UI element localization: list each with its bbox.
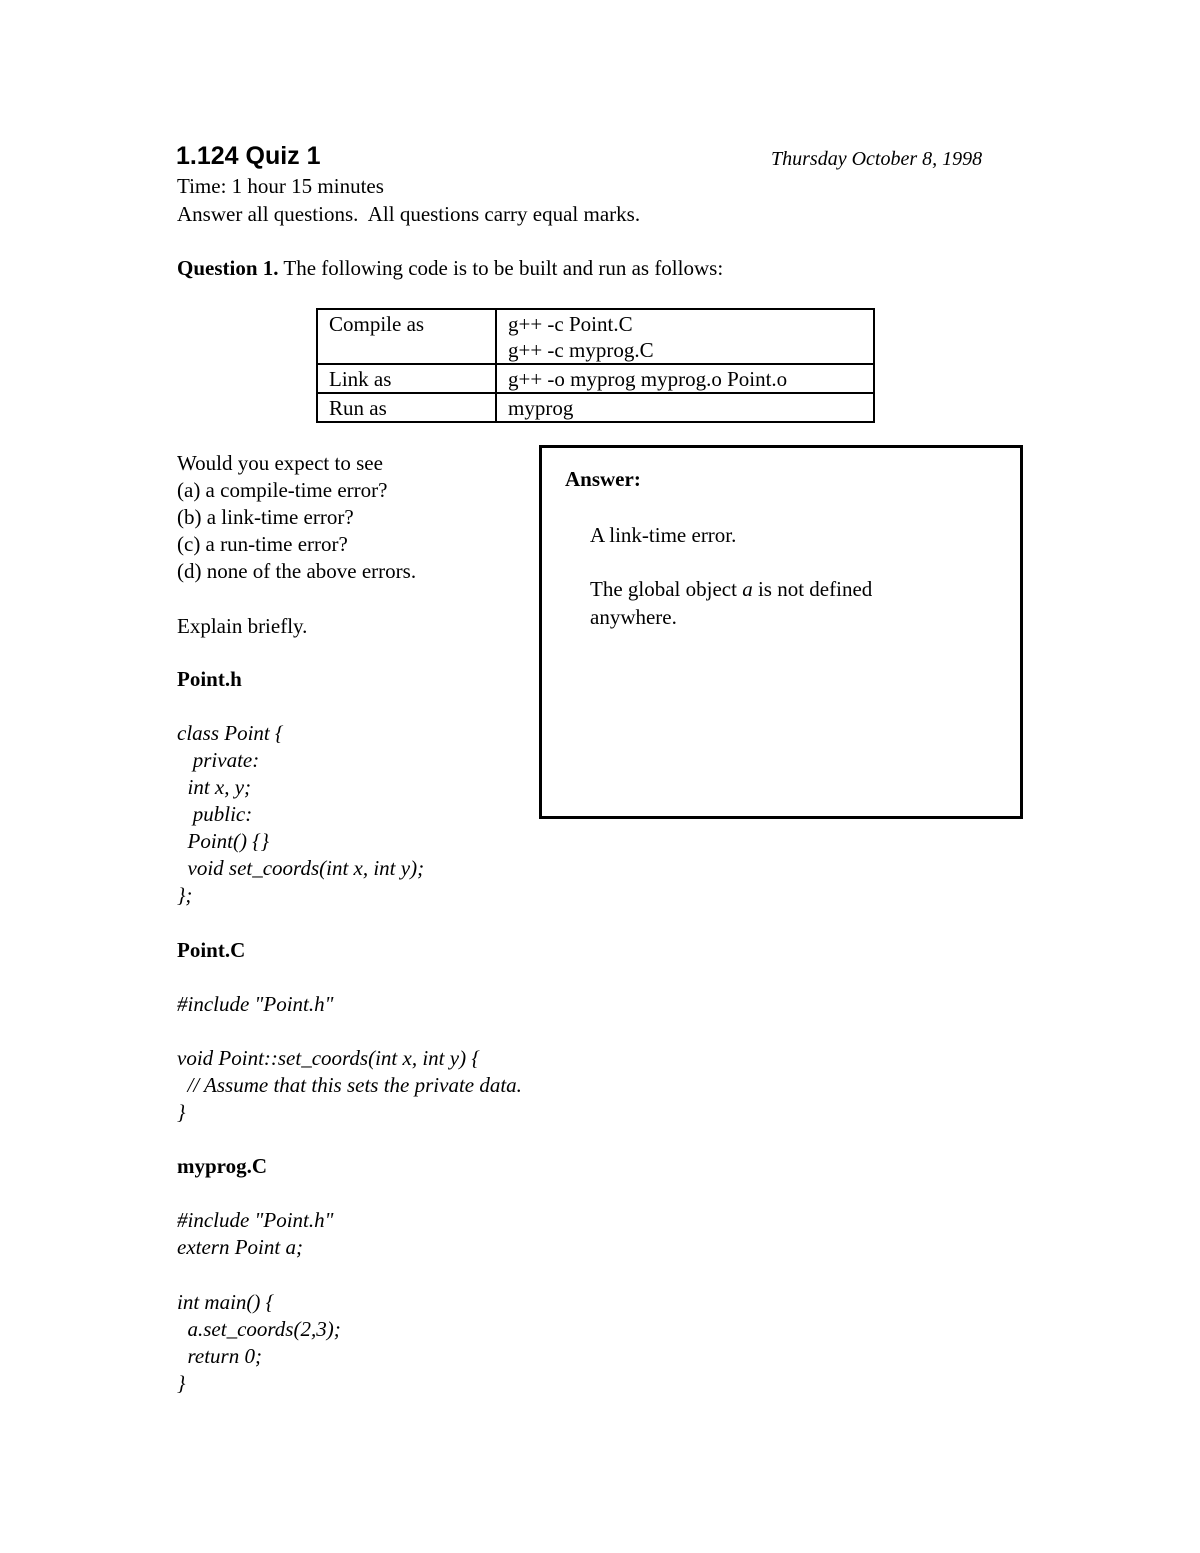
code-line: return 0; xyxy=(177,1344,262,1368)
code-line: private: xyxy=(177,748,260,772)
code-line: }; xyxy=(177,883,193,907)
file-heading-myprog-c: myprog.C xyxy=(177,1154,268,1178)
code-line: // Assume that this sets the private data. xyxy=(177,1073,522,1097)
answer-text: is not defined xyxy=(752,577,873,601)
table-cell-step: Run as xyxy=(317,393,496,422)
explain-prompt: Explain briefly. xyxy=(177,614,308,638)
answer-line-2 xyxy=(590,577,872,602)
answer-line-3: anywhere. xyxy=(590,605,677,629)
code-line: int x, y; xyxy=(177,775,252,799)
quiz-title: 1.124 Quiz 1 xyxy=(176,142,321,170)
option-d: (d) none of the above errors. xyxy=(177,559,417,583)
answer-text: The global object xyxy=(590,577,743,601)
table-cell-commands xyxy=(496,309,874,364)
file-heading-point-c: Point.C xyxy=(177,938,246,962)
code-line: class Point { xyxy=(177,721,284,745)
code-line: public: xyxy=(177,802,253,826)
command-line: myprog xyxy=(508,396,574,420)
build-table xyxy=(316,308,875,423)
time-limit: Time: 1 hour 15 minutes xyxy=(177,174,384,198)
code-line: void set_coords(int x, int y); xyxy=(177,856,425,880)
question-label: Question 1. xyxy=(177,256,279,280)
option-a: (a) a compile-time error? xyxy=(177,478,388,502)
prompt-intro: Would you expect to see xyxy=(177,451,383,475)
code-line: a.set_coords(2,3); xyxy=(177,1317,341,1341)
table-cell-step: Compile as xyxy=(317,309,496,364)
code-line: #include "Point.h" xyxy=(177,1208,334,1232)
code-line: Point() {} xyxy=(177,829,270,853)
table-cell-commands xyxy=(496,393,874,422)
file-heading-point-h: Point.h xyxy=(177,667,242,691)
table-cell-commands xyxy=(496,364,874,393)
answer-variable: a xyxy=(742,577,753,601)
command-line: g++ -o myprog myprog.o Point.o xyxy=(508,367,788,391)
code-line: void Point::set_coords(int x, int y) { xyxy=(177,1046,480,1070)
answer-heading: Answer: xyxy=(565,467,641,491)
code-line: } xyxy=(177,1371,186,1395)
table-row xyxy=(317,393,874,422)
code-line: extern Point a; xyxy=(177,1235,303,1259)
code-line: #include "Point.h" xyxy=(177,992,334,1016)
table-row xyxy=(317,364,874,393)
instructions: Answer all questions. All questions carry equal marks. xyxy=(177,202,641,226)
answer-line-1: A link-time error. xyxy=(590,523,737,547)
question-1 xyxy=(177,256,723,281)
code-line: int main() { xyxy=(177,1290,275,1314)
command-line: g++ -c Point.C xyxy=(508,312,633,336)
code-line: } xyxy=(177,1100,186,1124)
answer-box xyxy=(539,445,1023,819)
option-b: (b) a link-time error? xyxy=(177,505,354,529)
quiz-date: Thursday October 8, 1998 xyxy=(771,148,983,170)
command-line: g++ -c myprog.C xyxy=(508,338,654,362)
table-row xyxy=(317,309,874,364)
table-cell-step: Link as xyxy=(317,364,496,393)
question-text: The following code is to be built and run as follows: xyxy=(283,256,724,280)
option-c: (c) a run-time error? xyxy=(177,532,348,556)
